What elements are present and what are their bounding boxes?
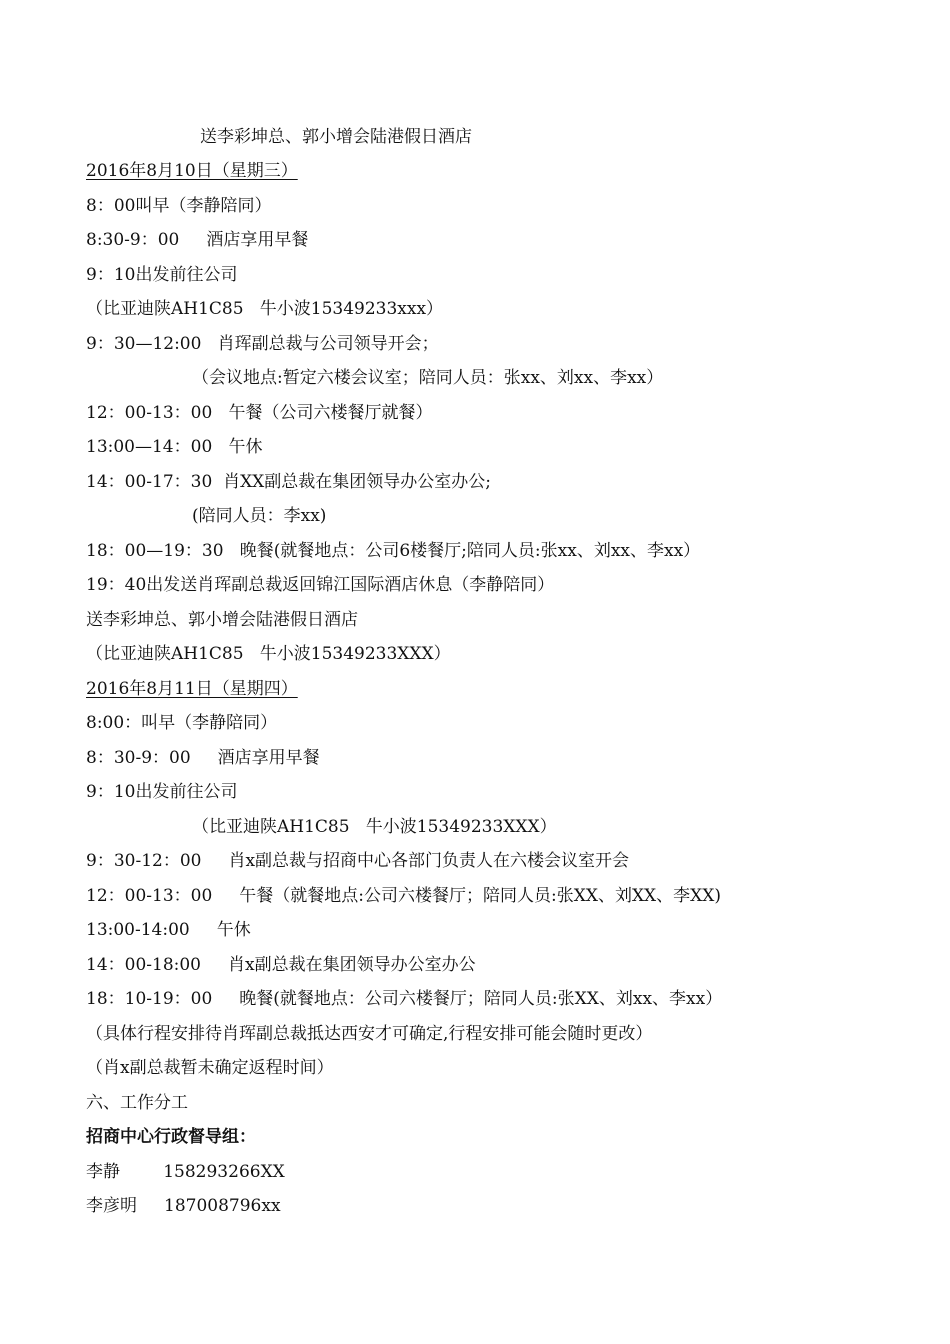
schedule-item: 12：00-13：00 午餐（就餐地点:公司六楼餐厅；陪同人员:张XX、刘XX、李XX): [86, 886, 721, 906]
schedule-item: 9：30-12：00 肖x副总裁与招商中心各部门负责人在六楼会议室开会: [86, 851, 630, 871]
schedule-item: 14：00-18:00 肖x副总裁在集团领导办公室办公: [86, 955, 476, 975]
schedule-item: 18：10-19：00 晚餐(就餐地点：公司六楼餐厅；陪同人员:张XX、刘xx、李xx）: [86, 989, 723, 1009]
text-line: 送李彩坤总、郭小增会陆港假日酒店: [200, 127, 472, 147]
schedule-item: 8：00叫早（李静陪同）: [86, 196, 272, 216]
schedule-item: 9：30—12:00 肖珲副总裁与公司领导开会；: [86, 334, 439, 354]
vehicle-note: （比亚迪陕AH1C85 牛小波15349233XXX）: [192, 817, 557, 837]
text-line: 送李彩坤总、郭小增会陆港假日酒店: [86, 610, 358, 630]
section-heading: 六、工作分工: [86, 1093, 188, 1113]
companion-note: (陪同人员：李xx): [192, 506, 327, 526]
schedule-item: 19：40出发送肖珲副总裁返回锦江国际酒店休息（李静陪同）: [86, 575, 555, 595]
schedule-item: 8:30-9：00 酒店享用早餐: [86, 230, 309, 250]
group-heading: 招商中心行政督导组：: [86, 1127, 256, 1147]
schedule-item: 13:00—14：00 午休: [86, 437, 263, 457]
schedule-item: 14：00-17：30 肖XX副总裁在集团领导办公室办公;: [86, 472, 492, 492]
meeting-note: （会议地点:暂定六楼会议室；陪同人员：张xx、刘xx、李xx）: [192, 368, 664, 388]
date-heading: 2016年8月11日（星期四）: [86, 679, 298, 699]
contact-line: 李彦明 187008796xx: [86, 1196, 281, 1216]
note-line: （肖x副总裁暂未确定返程时间）: [86, 1058, 334, 1078]
schedule-item: 13:00-14:00 午休: [86, 920, 251, 940]
schedule-item: 8:00：叫早（李静陪同）: [86, 713, 278, 733]
schedule-item: 9：10出发前往公司: [86, 265, 238, 285]
note-line: （具体行程安排待肖珲副总裁抵达西安才可确定,行程安排可能会随时更改）: [86, 1024, 653, 1044]
schedule-item: 12：00-13：00 午餐（公司六楼餐厅就餐）: [86, 403, 433, 423]
schedule-item: 18：00—19：30 晚餐(就餐地点：公司6楼餐厅;陪同人员:张xx、刘xx、李xx）: [86, 541, 701, 561]
vehicle-note: （比亚迪陕AH1C85 牛小波15349233XXX）: [86, 644, 451, 664]
vehicle-note: （比亚迪陕AH1C85 牛小波15349233xxx）: [86, 299, 444, 319]
contact-line: 李静 158293266XX: [86, 1162, 285, 1182]
schedule-item: 8：30-9：00 酒店享用早餐: [86, 748, 320, 768]
date-heading: 2016年8月10日（星期三）: [86, 161, 298, 181]
schedule-item: 9：10出发前往公司: [86, 782, 238, 802]
